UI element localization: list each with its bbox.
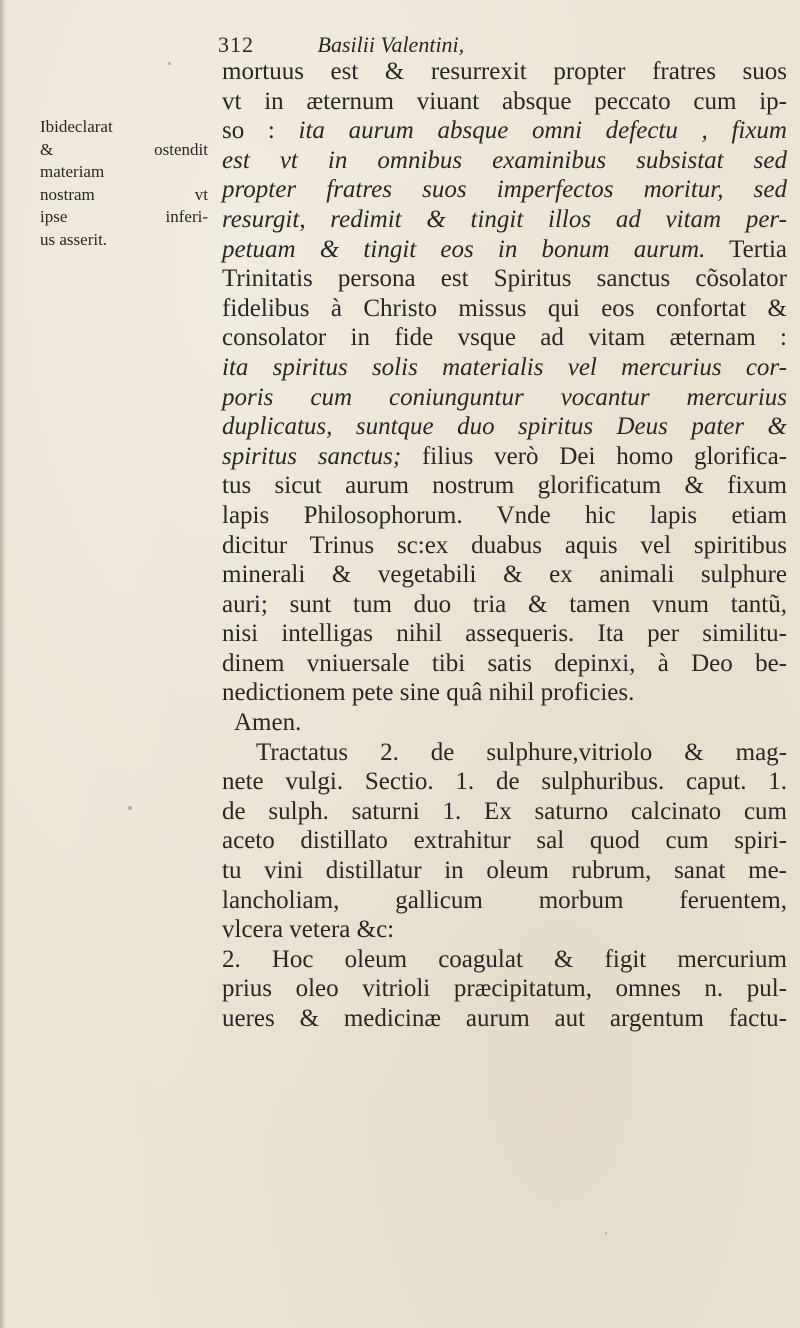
text-line: nisi intelligas nihil assequeris. Ita per similitu- (222, 620, 787, 648)
text-line: est vt in omnibus examinibus subsistat sed (222, 146, 787, 174)
text-line: lancholiam, gallicum morbum feruentem, (222, 886, 787, 914)
text-line: resurgit, redimit & tingit illos ad vitam per- (222, 205, 787, 233)
text-line: Trinitatis persona est Spiritus sanctus cõsolator (222, 265, 787, 293)
paper-speck (128, 806, 132, 810)
page-number: 312 (218, 32, 254, 57)
text-line: fidelibus à Christo missus qui eos confortat & (222, 294, 787, 322)
text-line: auri; sunt tum duo tria & tamen vnum tantũ, (222, 590, 787, 618)
page-header (218, 30, 778, 60)
paper-speck (605, 1232, 607, 1234)
text-line (222, 442, 787, 472)
marginal-line: ipse inferi- (40, 207, 208, 227)
body-text (222, 57, 787, 1034)
text-line: dinem vniuersale tibi satis depinxi, à Deo be- (222, 649, 787, 677)
running-head: Basilii Valentini, (317, 32, 465, 57)
text-line: aceto distillato extrahitur sal quod cum spiri- (222, 827, 787, 855)
page-gutter-shadow (0, 0, 6, 1328)
text-line: de sulph. saturni 1. Ex saturno calcinato cum (222, 797, 787, 825)
marginal-line: Ibideclarat (40, 117, 113, 136)
text-line: duplicatus, suntque duo spiritus Deus pater & (222, 413, 787, 441)
text-line: Tractatus 2. de sulphure,vitriolo & mag- (256, 738, 787, 766)
text-line: tus sicut aurum nostrum glorificatum & fixum (222, 472, 787, 500)
text-line: dicitur Trinus sc:ex duabus aquis vel spiritibus (222, 531, 787, 559)
text-line: tu vini distillatur in oleum rubrum, sanat me- (222, 857, 787, 885)
marginal-line: nostram vt (40, 184, 208, 204)
text-line: Amen. (234, 709, 302, 737)
marginal-line: us asserit. (40, 229, 108, 249)
text-line: poris cum coniunguntur vocantur mercurius (222, 383, 787, 411)
text-line: nedictionem pete sine quâ nihil proficies. (222, 679, 635, 707)
text-line: prius oleo vitrioli præcipitatum, omnes n. pul- (222, 975, 787, 1003)
italic-run: ita aurum absque omni defectu , fixum (298, 117, 787, 145)
marginal-line: & ostendit (40, 139, 208, 159)
text-line: nete vulgi. Sectio. 1. de sulphuribus. caput. 1. (222, 768, 787, 796)
text-line: vt in æternum viuant absque peccato cum ip- (222, 87, 787, 115)
text-line: lapis Philosophorum. Vnde hic lapis etiam (222, 501, 787, 529)
text-line: minerali & vegetabili & ex animali sulphure (222, 561, 787, 589)
text-line: vlcera vetera &c: (222, 916, 395, 944)
text-line (222, 235, 787, 265)
text-line: consolator in fide vsque ad vitam æternam : (222, 324, 787, 352)
text-line: ita spiritus solis materialis vel mercurius cor- (222, 353, 787, 381)
roman-run: filius verò Dei homo glorifica- (401, 442, 787, 470)
text-line: propter fratres suos imperfectos moritur, sed (222, 176, 787, 204)
roman-run: Tertia (705, 235, 788, 263)
paper-speck (168, 62, 171, 65)
text-line: mortuus est & resurrexit propter fratres suos (222, 58, 787, 85)
text-line: 2. Hoc oleum coagulat & figit mercurium (222, 945, 787, 973)
roman-run: so : (222, 117, 299, 145)
text-line (222, 116, 787, 146)
italic-run: spiritus sanctus; (222, 442, 402, 470)
text-line: ueres & medicinæ aurum aut argentum factu- (222, 1005, 787, 1032)
marginal-note (40, 116, 208, 252)
marginal-line: materiam (40, 162, 105, 182)
italic-run: petuam & tingit eos in bonum aurum. (222, 235, 706, 263)
